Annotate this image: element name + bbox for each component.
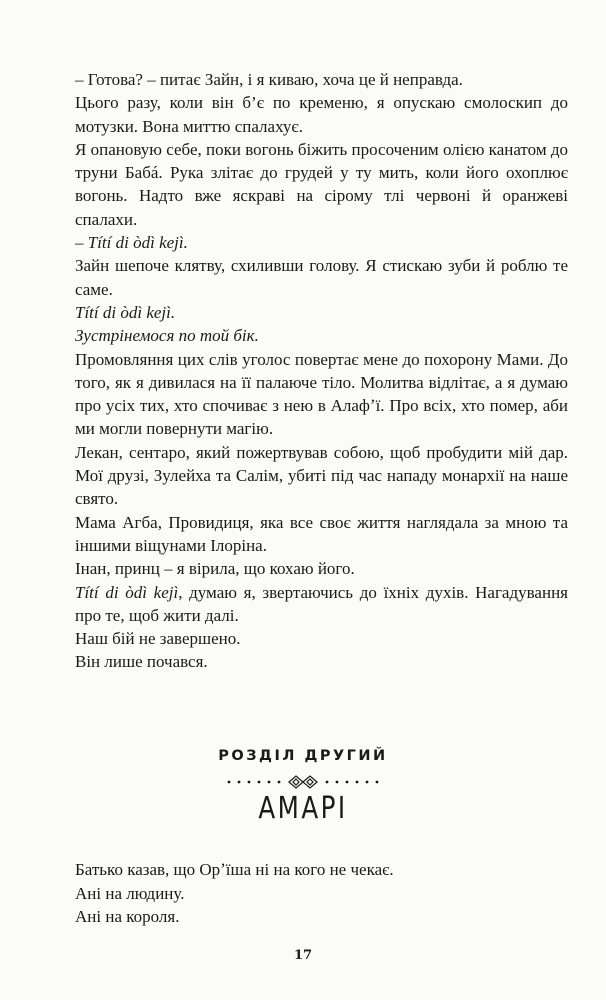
paragraph: Промовляння цих слів уголос повертає мене до похорону Мами. До того, як я дивилася на її палаюче тіло. Молитва відлітає, а я думаю про усіх тих, хто спочиває з нею в Алафʼї. Про всіх, хто помер, аби ми могли повернути магію. [75, 349, 568, 439]
italic-phrase: Títí di òdì kejì [75, 582, 179, 602]
paragraph: Зайн шепоче клятву, схиливши голову. Я стискаю зуби й роблю те саме. [75, 256, 568, 299]
paragraph-italic: – Títí di òdì kejì. [75, 233, 188, 253]
body-text [75, 68, 568, 674]
paragraph: – Готова? – питає Зайн, і я киваю, хоча це й неправда. [75, 70, 463, 89]
page-number: 17 [293, 948, 313, 963]
paragraph: Лекан, сентаро, який пожертвував собою, щоб пробудити мій дар. Мої друзі, Зулейха та Салім, убиті під час нападу монархії на наше свято. [75, 442, 568, 509]
chapter-title: АМАРІ [258, 791, 348, 826]
chapter-number: РОЗДІЛ ДРУГИЙ [218, 748, 388, 764]
paragraph-rest: , думаю я, звертаючись до їхніх духів. Нагадування про те, щоб жити далі. [75, 582, 568, 625]
chapter-heading [0, 748, 606, 826]
paragraph: Наш бій не завершено. [75, 629, 241, 649]
paragraph: Мама Агба, Провидиця, яка все своє життя наглядала за мною та іншими віщунами Ілоріна. [75, 512, 568, 555]
paragraph-italic: Зустрінемося по той бік. [75, 326, 259, 346]
paragraph: Цього разу, коли він б’є по кременю, я опускаю смолоскип до мотузки. Вона миттю спалахує. [75, 93, 568, 136]
paragraph-mixed [75, 581, 568, 628]
ornament-divider-icon [223, 775, 383, 789]
paragraph: Він лише почався. [75, 652, 208, 672]
paragraph: Я опановую себе, поки вогонь біжить просоченим олією канатом до труни Бабá. Рука злітає до грудей у ту мить, коли його охоплює вогонь. Надто вже яскраві на сірому тлі червоні й оранжеві спалахи. [75, 139, 568, 229]
opening-line: Ані на людину. [75, 883, 185, 903]
opening-line: Батько казав, що Орʼїша ні на кого не чекає. [75, 860, 394, 879]
opening-line: Ані на короля. [75, 907, 180, 926]
paragraph-italic: Títí di òdì kejì. [75, 302, 176, 322]
chapter-opening [75, 858, 568, 929]
paragraph: Інан, принц – я вірила, що кохаю його. [75, 559, 355, 579]
